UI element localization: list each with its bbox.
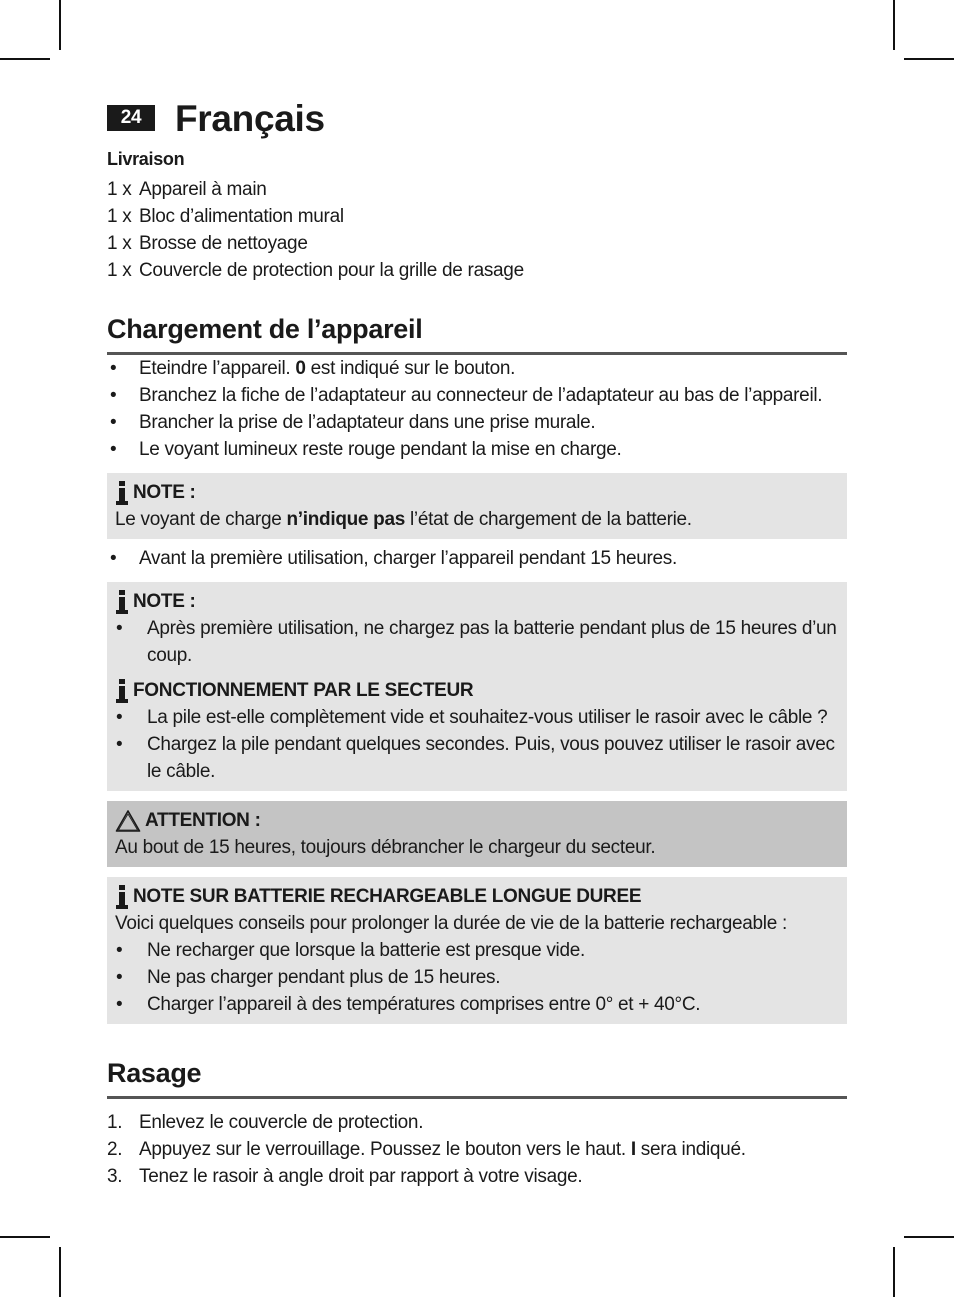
list-item: • Ne recharger que lorsque la batterie est presque vide. bbox=[115, 937, 839, 964]
charging-list-2 bbox=[107, 545, 847, 572]
delivery-heading: Livraison bbox=[107, 149, 185, 169]
mains-title bbox=[115, 677, 839, 704]
battery-note-title bbox=[115, 883, 839, 910]
language-title: Français bbox=[175, 98, 325, 139]
step-item bbox=[107, 1109, 847, 1136]
list-item: • Ne pas charger pendant plus de 15 heures. bbox=[115, 964, 839, 991]
charging-heading: Chargement de l’appareil bbox=[107, 312, 847, 355]
item-qty: 1 x bbox=[107, 179, 132, 200]
list-item: • La pile est-elle complètement vide et souhaitez-vous utiliser le rasoir avec le câble ? bbox=[115, 704, 839, 731]
text: Tenez le rasoir à angle droit par rapport à votre visage. bbox=[139, 1166, 583, 1187]
list-item: • Chargez la pile pendant quelques secondes. Puis, vous pouvez utiliser le rasoir avec le câble. bbox=[115, 731, 839, 785]
item-text: Appareil à main bbox=[139, 179, 267, 200]
crop-mark bbox=[0, 1236, 50, 1238]
manual-page bbox=[107, 98, 847, 1190]
item-qty: 1 x bbox=[107, 260, 132, 281]
note-label: NOTE : bbox=[133, 591, 196, 612]
note-box bbox=[107, 473, 847, 539]
list-item bbox=[107, 355, 847, 382]
bold-text: n’indique pas bbox=[286, 509, 406, 530]
list-item: • Avant la première utilisation, charger l’appareil pendant 15 heures. bbox=[107, 545, 847, 572]
shaving-heading: Rasage bbox=[107, 1056, 847, 1099]
text: Le voyant lumineux reste rouge pendant la mise en charge. bbox=[139, 439, 622, 460]
text: Enlevez le couvercle de protection. bbox=[139, 1112, 424, 1133]
note-list bbox=[115, 615, 839, 669]
attention-text: Au bout de 15 heures, toujours débrancher le chargeur du secteur. bbox=[115, 837, 656, 858]
delivery-item bbox=[107, 176, 847, 203]
item-text: Couvercle de protection pour la grille de rasage bbox=[139, 260, 524, 281]
text: sera indiqué. bbox=[635, 1139, 746, 1160]
attention-label: ATTENTION : bbox=[145, 810, 261, 831]
text: Eteindre l’appareil. bbox=[139, 358, 296, 379]
step-item bbox=[107, 1163, 847, 1190]
text: l’état de chargement de la batterie. bbox=[405, 509, 692, 530]
crop-mark bbox=[893, 0, 895, 50]
crop-mark bbox=[0, 58, 50, 60]
info-icon bbox=[115, 679, 129, 703]
info-icon bbox=[115, 885, 129, 909]
list-item: • Après première utilisation, ne chargez pas la batterie pendant plus de 15 heures d’un coup. bbox=[115, 615, 839, 669]
item-qty: 1 x bbox=[107, 233, 132, 254]
text: Branchez la fiche de l’adaptateur au connecteur de l’adaptateur au bas de l’appareil. bbox=[139, 385, 823, 406]
step-item bbox=[107, 1136, 847, 1163]
note-box-2 bbox=[107, 582, 847, 791]
warning-triangle-icon bbox=[115, 809, 141, 833]
page-number: 24 bbox=[107, 105, 155, 131]
step-number: 2. bbox=[107, 1139, 123, 1160]
battery-note-list bbox=[115, 937, 839, 1018]
list-item bbox=[107, 436, 847, 463]
note-text bbox=[115, 506, 839, 533]
mains-label: FONCTIONNEMENT PAR LE SECTEUR bbox=[133, 680, 474, 701]
text: Appuyez sur le verrouillage. Poussez le bouton vers le haut. bbox=[139, 1139, 631, 1160]
page-header bbox=[107, 98, 847, 140]
crop-mark bbox=[904, 1236, 954, 1238]
crop-mark bbox=[893, 1247, 895, 1297]
step-number: 3. bbox=[107, 1166, 123, 1187]
note-title bbox=[115, 588, 839, 615]
charging-list bbox=[107, 355, 847, 463]
item-text: Brosse de nettoyage bbox=[139, 233, 308, 254]
bold-text: 0 bbox=[295, 358, 306, 379]
delivery-list bbox=[107, 176, 847, 284]
list-item bbox=[107, 409, 847, 436]
battery-note-intro: Voici quelques conseils pour prolonger la durée de vie de la batterie rechargeable : bbox=[115, 913, 787, 934]
list-item: • Charger l’appareil à des températures comprises entre 0° et + 40°C. bbox=[115, 991, 839, 1018]
delivery-item bbox=[107, 203, 847, 230]
text: Le voyant de charge bbox=[115, 509, 287, 530]
crop-mark bbox=[59, 1247, 61, 1297]
mains-list bbox=[115, 704, 839, 785]
battery-note-box bbox=[107, 877, 847, 1024]
shaving-steps bbox=[107, 1109, 847, 1190]
attention-title bbox=[115, 807, 839, 834]
text: est indiqué sur le bouton. bbox=[305, 358, 516, 379]
item-qty: 1 x bbox=[107, 206, 132, 227]
info-icon bbox=[115, 481, 129, 505]
text: Brancher la prise de l’adaptateur dans une prise murale. bbox=[139, 412, 596, 433]
note-title bbox=[115, 479, 839, 506]
list-item bbox=[107, 382, 847, 409]
attention-box bbox=[107, 801, 847, 867]
note-label: NOTE : bbox=[133, 482, 196, 503]
crop-mark bbox=[59, 0, 61, 50]
info-icon bbox=[115, 590, 129, 614]
bold-text: I bbox=[630, 1139, 636, 1160]
battery-note-label: NOTE SUR BATTERIE RECHARGEABLE LONGUE DUREE bbox=[133, 886, 642, 907]
crop-mark bbox=[904, 58, 954, 60]
delivery-item bbox=[107, 230, 847, 257]
delivery-item bbox=[107, 257, 847, 284]
step-number: 1. bbox=[107, 1112, 123, 1133]
item-text: Bloc d’alimentation mural bbox=[139, 206, 344, 227]
